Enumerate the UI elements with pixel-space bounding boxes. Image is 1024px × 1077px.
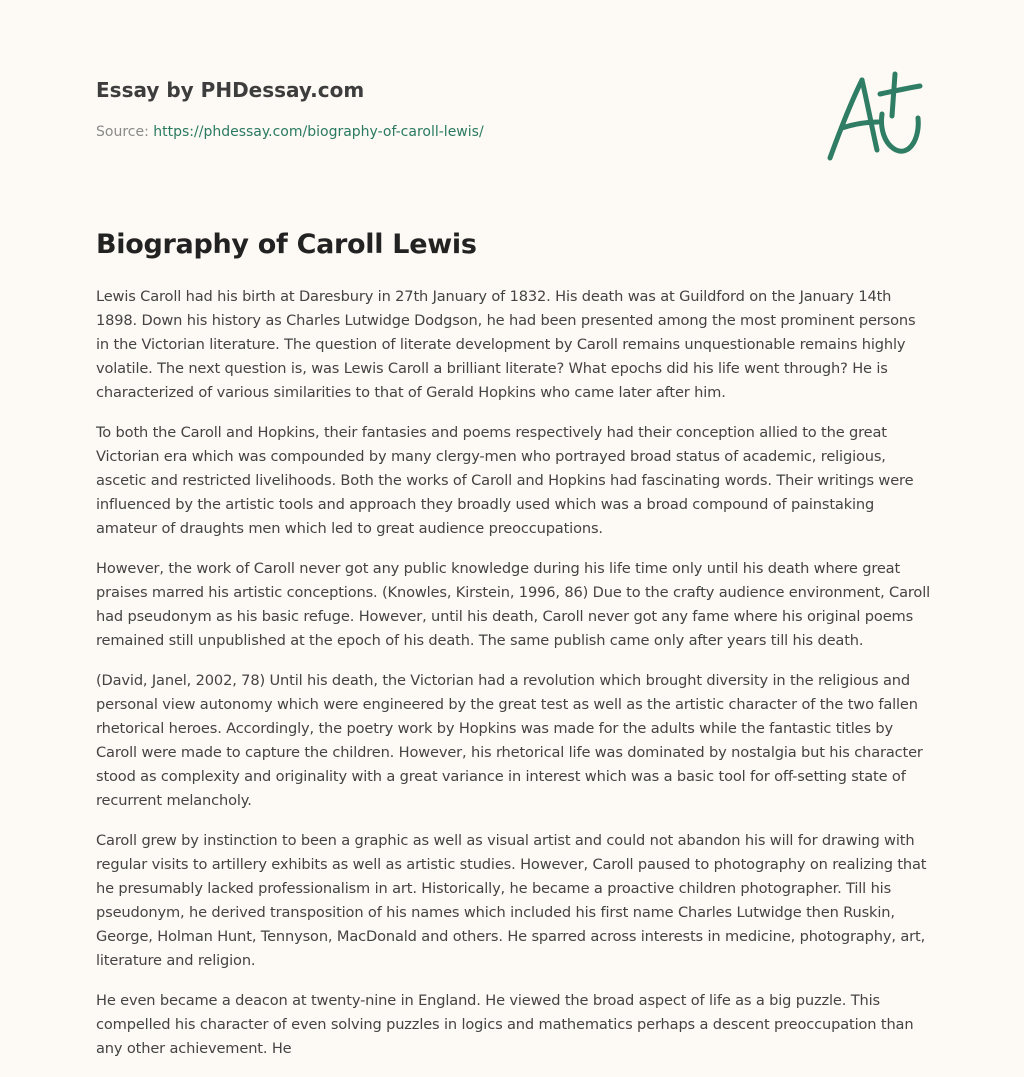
paragraph: Caroll grew by instinction to been a graphic as well as visual artist and could not abandon his will for drawing with regular visits to artillery exhibits as well as artistic studies. However, Caroll paused to photography on realizing that he presumably lacked professionalism in art. Historically, he became a proactive children photographer. Till his pseudonym, he derived transposition of his names which included his first name Charles Lutwidge then Ruskin, George, Holman Hunt, Tennyson, MacDonald and others. He sparred across interests in medicine, photography, art, literature and religion.: [96, 832, 927, 969]
document-title: Biography of Caroll Lewis: [96, 229, 477, 260]
a-plus-icon: [820, 66, 930, 166]
page-header: [96, 76, 796, 142]
paragraph: Lewis Caroll had his birth at Daresbury in 27th January of 1832. His death was at Guildford on the January 14th 1898. Down his history as Charles Lutwidge Dodgson, he had been presented among the most prominent persons in the Victorian literature. The question of literate development by Caroll remains unquestionable remains highly volatile. The next question is, was Lewis Caroll a brilliant literate? What epochs did his life went through? He is characterized of various similarities to that of Gerald Hopkins who came later after him.: [96, 288, 916, 401]
paragraph: He even became a deacon at twenty-nine in England. He viewed the broad aspect of life as a big puzzle. This compelled his character of even solving puzzles in logics and mathematics perhaps a descent preoccupation than any other achievement. He: [96, 992, 914, 1057]
paragraph: (David, Janel, 2002, 78) Until his death, the Victorian had a revolution which brought diversity in the religious and personal view autonomy which were engineered by the great test as well as the artistic character of the two fallen rhetorical heroes. Accordingly, the poetry work by Hopkins was made for the adults while the fantastic titles by Caroll were made to capture the children. However, his rhetorical life was dominated by nostalgia but his character stood as complexity and originality with a great variance in interest which was a basic tool for off-setting state of recurrent melancholy.: [96, 672, 923, 809]
paragraph: To both the Caroll and Hopkins, their fantasies and poems respectively had their conception allied to the great Victorian era which was compounded by many clergy-men who portrayed broad status of academic, religious, ascetic and restricted livelihoods. Both the works of Caroll and Hopkins had fascinating words. Their writings were influenced by the artistic tools and approach they broadly used which was a broad compound of painstaking amateur of draughts men which led to great audience preoccupations.: [96, 424, 914, 537]
paragraph: However, the work of Caroll never got any public knowledge during his life time only until his death where great praises marred his artistic conceptions. (Knowles, Kirstein, 1996, 86) Due to the crafty audience environment, Caroll had pseudonym as his basic refuge. However, until his death, Caroll never got any fame where his original poems remained still unpublished at the epoch of his death. The same publish came only after years till his death.: [96, 560, 931, 649]
source-label: Source:: [96, 124, 154, 140]
site-title: Essay by PHDessay.com: [96, 78, 365, 102]
source-line: [96, 122, 796, 142]
essay-body: [96, 285, 932, 1077]
source-link[interactable]: https://phdessay.com/biography-of-caroll-lewis/: [153, 124, 484, 140]
